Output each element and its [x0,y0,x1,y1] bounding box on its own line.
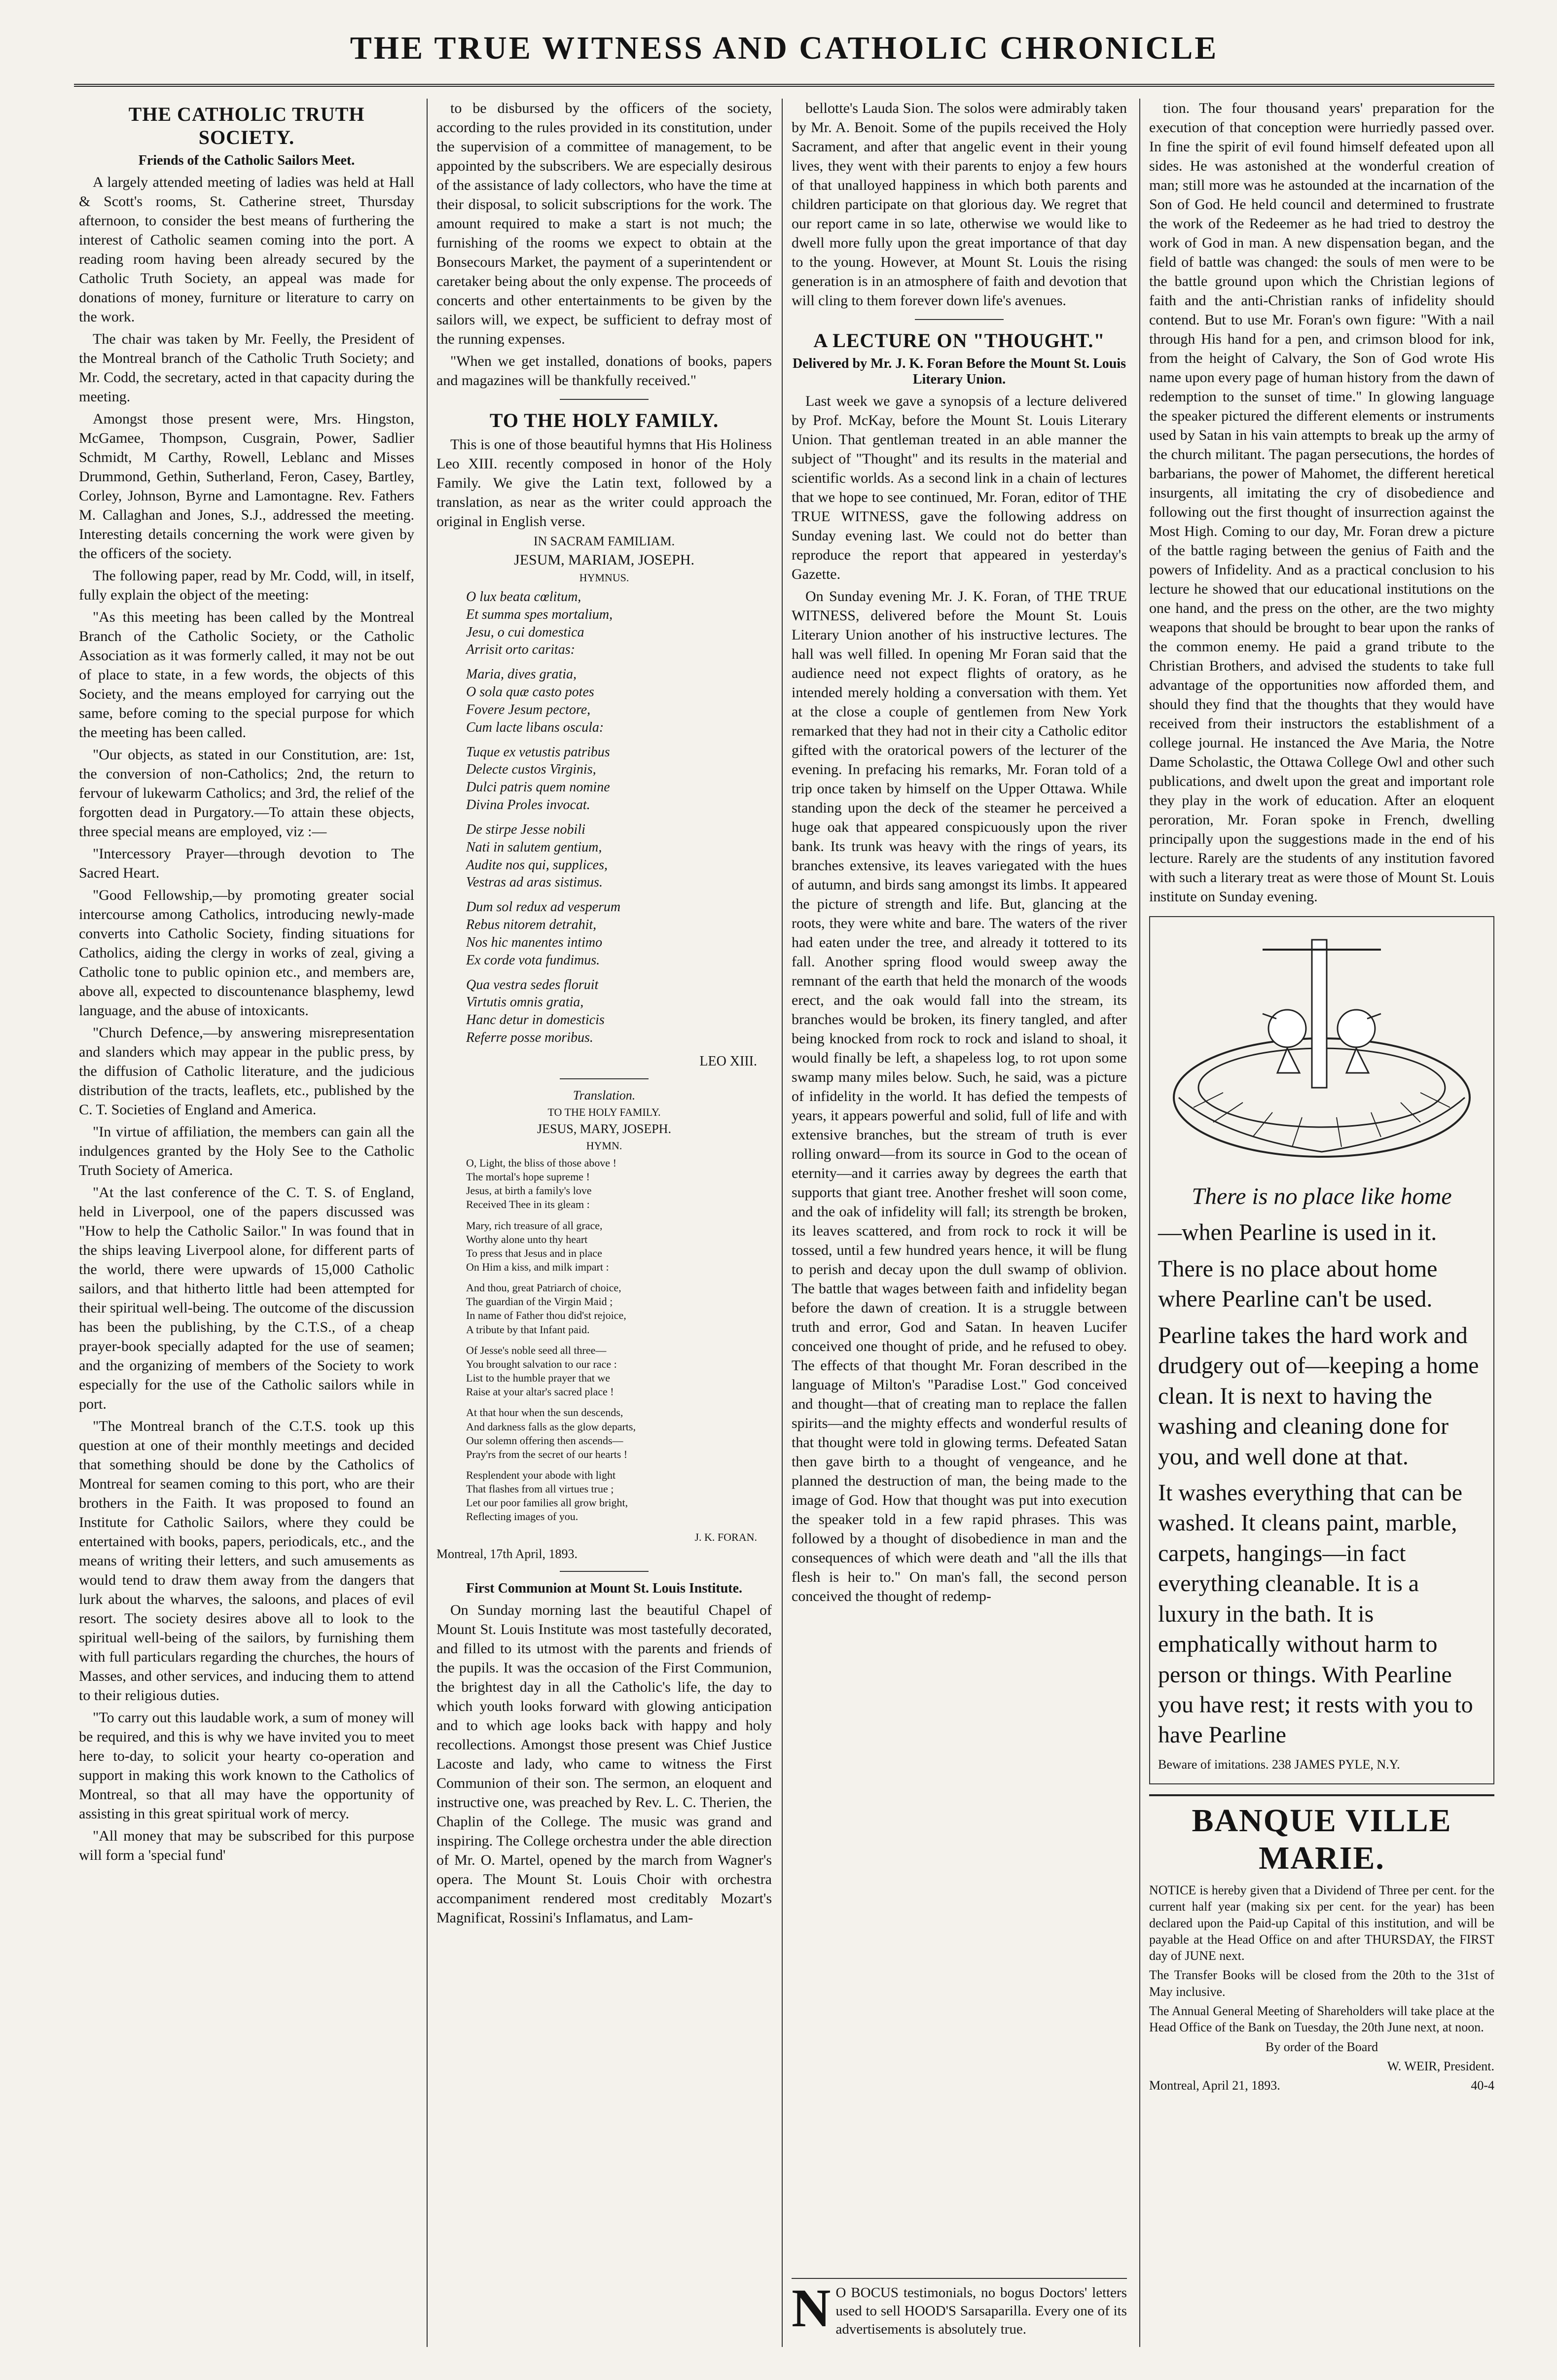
pearline-advertisement [1149,916,1494,1784]
verse-line: Of Jesse's noble seed all three— [466,1344,607,1356]
paragraph: "As this meeting has been called by the Montreal Branch of the Catholic Society, or the Catholic Association as it was formerly called, it may not be out of place to state, in a few words, the objects of this Society, and the means employed for carrying out the same, before coming to the special purpose for which the meeting has been called. [79,609,414,741]
verse-line: Tuque ex vetustis patribus [466,744,610,760]
paragraph: tion. The four thousand years' preparation for the execution of that conception were hurriedly passed over. In fine the spirit of evil found himself defeated upon all sides. He was astonished at the wonderful creation of man; still more was he astounded at the incarnation of the Son of God. He held council and determined to frustrate the work of the Redeemer as he had tried to destroy the work of God in man. A new dispensation began, and the field of battle was changed: the souls of men were to be the battle ground upon which the Christian legions of faith and the anti-Christian ranks of infidelity should contend. But to use Mr. Foran's own figure: "With a nail through His hand for a pen, and crimson blood for ink, from the height of Calvary, the Son of God wrote His name upon every page of human history from the dawn of redemption to the sunset of time." In glowing language the speaker pictured the different elements or instruments used by Satan in his vain attempts to break up the army of the church militant. The pagan persecutions, the hordes of barbarians, the power of Mahomet, the different heretical insurgents, all imitating the cry of disobedience and following out the first thought of insurrection against the Most High. Coming to our day, Mr. Foran drew a picture of the battle raging between the genius of Faith and the powers of Infidelity. And as a practical conclusion to his lecture he showed that our educational institutions on the one hand, and the press on the other, are the two mighty weapons that should be brought to bear upon the ranks of the common enemy. He paid a grand tribute to the Christian Brothers, and advised the students to take full advantage of the opportunities now afforded them, and should they find that the thoughts that they would have received from their instructors the establishment of a college journal. He instanced the Ave Maria, the Notre Dame Scholastic, the Ottawa College Owl and other such publications, and dwelt upon the great and important role they play in the work of education. After an eloquent peroration, Mr. Foran spoke in French, dwelling principally upon the suggestions made in the end of his lecture. Rarely are the students of any institution favored with such a literary treat as were those of Mount St. Louis institute on Sunday evening. [1149,100,1494,905]
banque-text: The Transfer Books will be closed from the 20th to the 31st of May inclusive. [1149,1968,1494,1999]
banque-date [1149,2077,1494,2094]
verse-line: Et summa spes mortalium, [466,606,613,622]
dateline: Montreal, 17th April, 1893. [436,1546,578,1561]
verse-line: Jesus, at birth a family's love [466,1184,592,1197]
paragraph: Amongst those present were, Mrs. Hingston, McGamee, Thompson, Cusgrain, Power, Sadlier Schmidt, M Carthy, Rowell, Leblanc and Misses Drummond, Gethin, Sutherland, Feron, Casey, Bartley, Corley, Johnson, Byrne and Lamontagne. Rev. Fathers M. Callaghan and Jones, S.J., addressed the meeting. Interesting details concerning the work were given by the officers of the society. [79,411,414,562]
pearline-footer: Beware of imitations. 238 JAMES PYLE, N.Y. [1158,1757,1400,1772]
stanza [466,1281,772,1337]
paragraph: The following paper, read by Mr. Codd, will, in itself, fully explain the object of the meeting: [79,568,414,603]
verse-line: Hanc detur in domesticis [466,1012,605,1028]
bird-nest-illustration [1164,930,1480,1176]
verse-line: Vestras ad aras sistimus. [466,875,603,890]
verse-line: And thou, great Patriarch of choice, [466,1281,621,1294]
column-3 [792,99,1127,2347]
paragraph: "Good Fellowship,—by promoting greater social intercourse among Catholics, introducing newly-made converts into Catholic Society, finding situations for Catholics, aiding the clergy in works of zeal, giving a Catholic tone to public opinion etc., and members are, above all, expected to discountenance blasphemy, lewd language, and the abuse of intoxicants. [79,887,414,1019]
divider [560,1078,649,1079]
verse-line: You brought salvation to our race : [466,1357,617,1370]
hymn-heading: IN SACRAM FAMILIAM. [533,534,675,548]
paragraph: "At the last conference of the C. T. S. of England, held in Liverpool, one of the papers discussed was "How to help the Catholic Sailor." In was found that in the ships leaving Liverpool alone, for different parts of the world, there were upwards of 15,000 Catholic sailors, and that hitherto little had been attempted for their spiritual well-being. The outcome of the discussion has been the publishing, by the C.T.S., of a cheap prayer-book specially adapted for the use of seamen; and the organizing of members of the Society to work especially for the use of the Catholic sailors while in port. [79,1184,414,1412]
hymn-heading: TO THE HOLY FAMILY. [547,1105,661,1118]
paragraph: The chair was taken by Mr. Feelly, the President of the Montreal branch of the Catholic Truth Society; and Mr. Codd, the secretary, acted in that capacity during the meeting. [79,331,414,405]
paragraph: "Intercessory Prayer—through devotion to The Sacred Heart. [79,846,414,881]
masthead-title: THE TRUE WITNESS AND CATHOLIC CHRONICLE [350,30,1219,66]
pearline-slogan: There is no place like home [1192,1183,1452,1209]
hoods-advertisement [792,2278,1127,2342]
verse-line: Nos hic manentes intimo [466,934,603,950]
verse-line: In name of Father thou did'st rejoice, [466,1309,626,1322]
article-subheading: Delivered by Mr. J. K. Foran Before the Mount St. Louis Literary Union. [792,356,1126,387]
article-subheading: Friends of the Catholic Sailors Meet. [138,153,355,168]
verse-line: At that hour when the sun descends, [466,1406,623,1419]
verse-line: Reflecting images of you. [466,1510,579,1523]
hymn-heading: HYMNUS. [579,571,629,584]
verse-line: Virtutis omnis gratia, [466,995,584,1010]
paragraph: "In virtue of affiliation, the members can gain all the indulgences granted by the Holy See to the Catholic Truth Society of America. [79,1124,414,1178]
hymn-heading: JESUM, MARIAM, JOSEPH. [514,552,694,568]
banque-heading: BANQUE VILLE MARIE. [1149,1794,1494,1877]
verse-line: To press that Jesus and in place [466,1246,602,1259]
stanza [466,666,772,736]
article-heading: THE CATHOLIC TRUTH SOCIETY. [128,103,365,148]
pearline-text: Pearline takes the hard work and drudgery out of—keeping a home clean. It is next to having the washing and cleaning done for you, and well done at that. [1158,1322,1479,1470]
translated-hymn [466,1156,772,1524]
stanza [466,898,772,969]
verse-line: Rebus nitorem detrahit, [466,917,597,933]
verse-line: Audite nos qui, supplices, [466,857,608,873]
pearline-text: It washes everything that can be washed. It cleans paint, marble, carpets, hangings—in fact everything cleanable. It is a luxury in the bath. It is emphatically without harm to person or things. With Pearline you have rest; it rests with you to have Pearline [1158,1479,1473,1748]
paragraph: "Church Defence,—by answering misrepresentation and slanders which may appear in the public press, by the diffusion of Catholic literature, and the judicious distribution of the tracts, leaflets, etc., published by the C. T. Societies of England and America. [79,1025,414,1118]
verse-line: Cum lacte libans oscula: [466,719,604,735]
verse-line: Ex corde vota fundimus. [466,952,600,968]
verse-line: Jesu, o cui domestica [466,624,584,640]
column-rule [427,99,428,2347]
verse-line: Received Thee in its gleam : [466,1198,590,1211]
verse-line: Raise at your altar's sacred place ! [466,1385,614,1398]
banque-text: NOTICE is hereby given that a Dividend of Three per cent. for the current half year (making six per cent. for the year) has been declared upon the Paid-up Capital of this institution, and will be payable at the Head Office on and after THURSDAY, the FIRST day of JUNE next. [1149,1883,1494,1963]
stanza [466,1156,772,1212]
column-4 [1149,99,1494,2347]
paragraph: On Sunday morning last the beautiful Chapel of Mount St. Louis Institute was most tastefully decorated, and filled to its utmost with the parents and friends of the pupils. It was the occasion of the First Communion, the brightest day in all the Catholic's life, the day to which youth looks forward with glowing anticipation and to which age looks back with happy and holy recollections. Amongst those present was Chief Justice Lacoste and lady, who came to witness the First Communion of their son. The sermon, an eloquent and instructive one, was preached by Rev. L. C. Therien, the Chaplin of the College. The music was grand and inspiring. The College orchestra under the able direction of Mr. O. Martel, opened by the march from Wagner's opera. The Mount St. Louis Choir with orchestra accompaniment rendered most creditably Mozart's Magnificat, Rossini's Inflamatus, and Lam- [436,1601,772,1926]
pearline-text: There is no place about home where Pearline can't be used. [1158,1255,1438,1313]
verse-line: Qua vestra sedes floruit [466,977,599,993]
verse-line: Our solemn offering then ascends— [466,1434,623,1447]
verse-line: Arrisit orto caritas: [466,642,575,658]
verse-line: Maria, dives gratia, [466,667,577,682]
column-2 [436,99,772,2347]
column-rule [1139,99,1140,2347]
verse-line: Dulci patris quem nomine [466,780,610,795]
verse-line: O sola quæ casto potes [466,684,594,700]
verse-line: Divina Proles invocat. [466,797,590,813]
signature: LEO XIII. [699,1053,757,1069]
paragraph: This is one of those beautiful hymns that His Holiness Leo XIII. recently composed in honor of the Holy Family. We give the Latin text, followed by a translation, as near as the writer could approach the original in English verse. [436,436,772,530]
stanza [466,588,772,659]
hoods-initial: N [792,2278,831,2338]
article-heading: TO THE HOLY FAMILY. [489,409,719,431]
verse-line: That flashes from all virtues true ; [466,1483,614,1495]
article-heading: First Communion at Mount St. Louis Institute. [466,1580,743,1596]
verse-line: De stirpe Jesse nobili [466,821,585,837]
verse-line: The guardian of the Virgin Maid ; [466,1295,613,1308]
column-1 [79,99,414,2347]
banque-text: By order of the Board [1265,2039,1378,2054]
verse-line: Let our poor families all grow bright, [466,1496,628,1509]
banque-dateline: Montreal, April 21, 1893. [1149,2078,1280,2093]
verse-line: Worthy alone unto thy heart [466,1233,588,1245]
paragraph: A largely attended meeting of ladies was held at Hall & Scott's rooms, St. Catherine street, Thursday afternoon, to consider the best means of furthering the interest of Catholic seamen coming into the port. A reading room having been already secured by the Catholic Truth Society, an appeal was made for donations of money, furniture or literature to carry on the work. [79,174,414,325]
verse-line: The mortal's hope supreme ! [466,1171,590,1183]
verse-line: Resplendent your abode with light [466,1469,616,1481]
banque-notice [1149,1794,1494,2094]
verse-line: List to the humble prayer that we [466,1372,611,1385]
pearline-text: —when Pearline is used in it. [1158,1219,1437,1246]
paragraph: On Sunday evening Mr. J. K. Foran, of THE TRUE WITNESS, delivered before the Mount St. Louis Literary Union another of his instructive lectures. The hall was well filled. In opening Mr Foran said that the audience need not expect flights of oratory, as he intended merely holding a conversation with them. Yet at the close a couple of gentlemen from New York remarked that they had not in their city a Catholic editor gifted with the oratorical powers of the lecturer of the evening. In prefacing his remarks, Mr. Foran told of a trip once taken by himself on the Upper Ottawa. While standing upon the deck of the steamer he perceived a huge oak that appeared conspicuously upon the river bank. Its trunk was heavy with the rings of years, its branches extensive, its leaves variegated with the hues of autumn, and birds sang amongst its limbs. It appeared the picture of strength and life. But, glancing at the roots, they were white and bare. The waters of the river had eaten under the tree, and already it tottered to its fall. Another spring flood would sweep away the remnant of the earth that held the monarch of the woods erect, and the oak would fall into the stream, its branches would be broken, its finery tangled, and after being knocked from rock to rock and island to shoal, it would finally be left, a shapeless log, to rot upon some swamp many miles below. Such, he said, was a picture of infidelity in the world. It has defied the tempests of years, it appears powerful and solid, full of life and with extensive branches, but the stream of truth is ever rolling onward—from its source in God to the ocean of eternity—and it carries away by degrees the earth that supports that giant tree. Another freshet will soon come, and the oak of infidelity will fall; its strength be broken, its leaves scattered, and from rock to rock it will be tossed, until a few hundred years hence, it will be flung to perish and decay upon the dull swamp of oblivion. The battle that wages between faith and infidelity began before the dawn of creation. It is a struggle between truth and error, God and Satan. In heaven Lucifer conceived one thought of pride, and he refused to obey. The effects of that thought Mr. Foran described in the language of Milton's "Paradise Lost." God conceived and thought—that of creating man to replace the fallen spirits—and the mighty effects and wonderful results of that thought were told in glowing terms. Defeated Satan then gave birth to a thought of vengeance, and he planned the destruction of man, the being made to the image of God. How that thought was put into execution the speaker told in a few rapid phrases. This was followed by a thought of disobedience in man and the consequences of which were death and "all the ills that flesh is heir to." On man's fall, the second person conceived the thought of redemp- [792,588,1127,1604]
paragraph: bellotte's Lauda Sion. The solos were admirably taken by Mr. A. Benoit. Some of the pupils received the Holy Sacrament, and after that angelic event in their young lives, they went with their parents to enjoy a few hours of that unalloyed happiness in which both parents and children participate on that glorious day. We regret that our report came in so late, otherwise we would like to dwell more fully upon the great importance of that day to the young. However, at Mount St. Louis the rising generation is in an atmosphere of faith and devotion that will cling to them forever down life's avenues. [792,100,1127,309]
hymn-heading: HYMN. [586,1139,622,1152]
verse-line: Mary, rich treasure of all grace, [466,1219,603,1232]
paragraph: "All money that may be subscribed for this purpose will form a 'special fund' [79,1828,414,1863]
divider [915,319,1004,320]
verse-line: Fovere Jesum pectore, [466,702,591,717]
verse-line: Dum sol redux ad vesperum [466,899,621,915]
verse-line: Referre posse moribus. [466,1030,593,1046]
hoods-text: O BOCUS testimonials, no bogus Doctors' letters used to sell HOOD'S Sarsaparilla. Every one of its advertisements is absolutely true. [835,2285,1127,2338]
translation-heading: Translation. [573,1088,636,1102]
divider [560,399,649,400]
masthead [74,20,1494,87]
paragraph: Last week we gave a synopsis of a lecture delivered by Prof. McKay, before the Mount St. Louis Literary Union. That gentleman treated in an able manner the subject of "Thought" and its results in the material and scientific worlds. As a second link in a chain of lectures that we hope to see continued, Mr. Foran, editor of THE TRUE WITNESS, gave the following address on Sunday evening last. We could not do better than reproduce the report that appeared in yesterday's Gazette. [792,393,1127,582]
verse-line: A tribute by that Infant paid. [466,1323,590,1336]
stanza [466,1468,772,1524]
hymn-heading: JESUS, MARY, JOSEPH. [537,1121,671,1136]
paragraph: "Our objects, as stated in our Constitution, are: 1st, the conversion of non-Catholics; 2nd, the return to fervour of lukewarm Catholics; and 3rd, the relief of the forgotten dead in Purgatory.—To attain these objects, three special means are employed, viz :— [79,746,414,840]
stanza [466,744,772,814]
stanza [466,976,772,1047]
verse-line: O lux beata cœlitum, [466,589,581,604]
verse-line: O, Light, the bliss of those above ! [466,1156,616,1169]
article-heading: A LECTURE ON "THOUGHT." [813,329,1105,352]
verse-line: On Him a kiss, and milk impart : [466,1260,609,1273]
signature: J. K. FORAN. [694,1530,757,1543]
banque-code: 40-4 [1471,2078,1494,2093]
verse-line: Delecte custos Virginis, [466,762,596,778]
paragraph: "The Montreal branch of the C.T.S. took up this question at one of their monthly meetings and decided that something should be done by the Catholics of Montreal for seamen coming to this port, who are their brothers in the Faith. It was proposed to found an Institute for Catholic Sailors, where they could be entertained with books, papers, periodicals, etc., and the means of writing their letters, and such amusements as would tend to draw them away from the dangers that lurk about the wharves, the saloons, and places of evil resort. The society desires above all to look to the spiritual well-being of the sailors, by furnishing them with full particulars regarding the churches, the hours of Masses, and other services, and inducing them to attend to their religious duties. [79,1418,414,1704]
column-rule [782,99,783,2347]
stanza [466,821,772,891]
divider [560,1571,649,1572]
stanza [466,1219,772,1275]
banque-signature: W. WEIR, President. [1387,2059,1494,2073]
stanza [466,1406,772,1461]
paragraph: to be disbursed by the officers of the society, according to the rules provided in its constitution, under the supervision of a committee of management, to be appointed by the subscribers. We are especially desirous of the assistance of lady collectors, who have the time at their disposal, to solicit subscriptions for the work. The amount required to make a start is not much; the furnishing of the rooms we expect to obtain at the Bonsecours Market, the payment of a superintendent or caretaker being about the only expense. The proceeds of concerts and other entertainments to be given by the sailors will, we expect, be sufficient to defray most of the running expenses. [436,100,772,347]
stanza [466,1344,772,1399]
verse-line: Nati in salutem gentium, [466,839,602,855]
verse-line: And darkness falls as the glow departs, [466,1420,636,1433]
paragraph: "To carry out this laudable work, a sum of money will be required, and this is why we have invited you to meet here to-day, to solicit your hearty co-operation and support in making this work known to the Catholics of Montreal, so that all may have the opportunity of assisting in this great spiritual work of mercy. [79,1709,414,1822]
banque-text: The Annual General Meeting of Shareholders will take place at the Head Office of the Bank on Tuesday, the 20th June next, at noon. [1149,2004,1494,2035]
paragraph: "When we get installed, donations of books, papers and magazines will be thankfully received." [436,353,772,389]
latin-hymn [466,588,772,1047]
verse-line: Pray'rs from the secret of our hearts ! [466,1448,628,1460]
